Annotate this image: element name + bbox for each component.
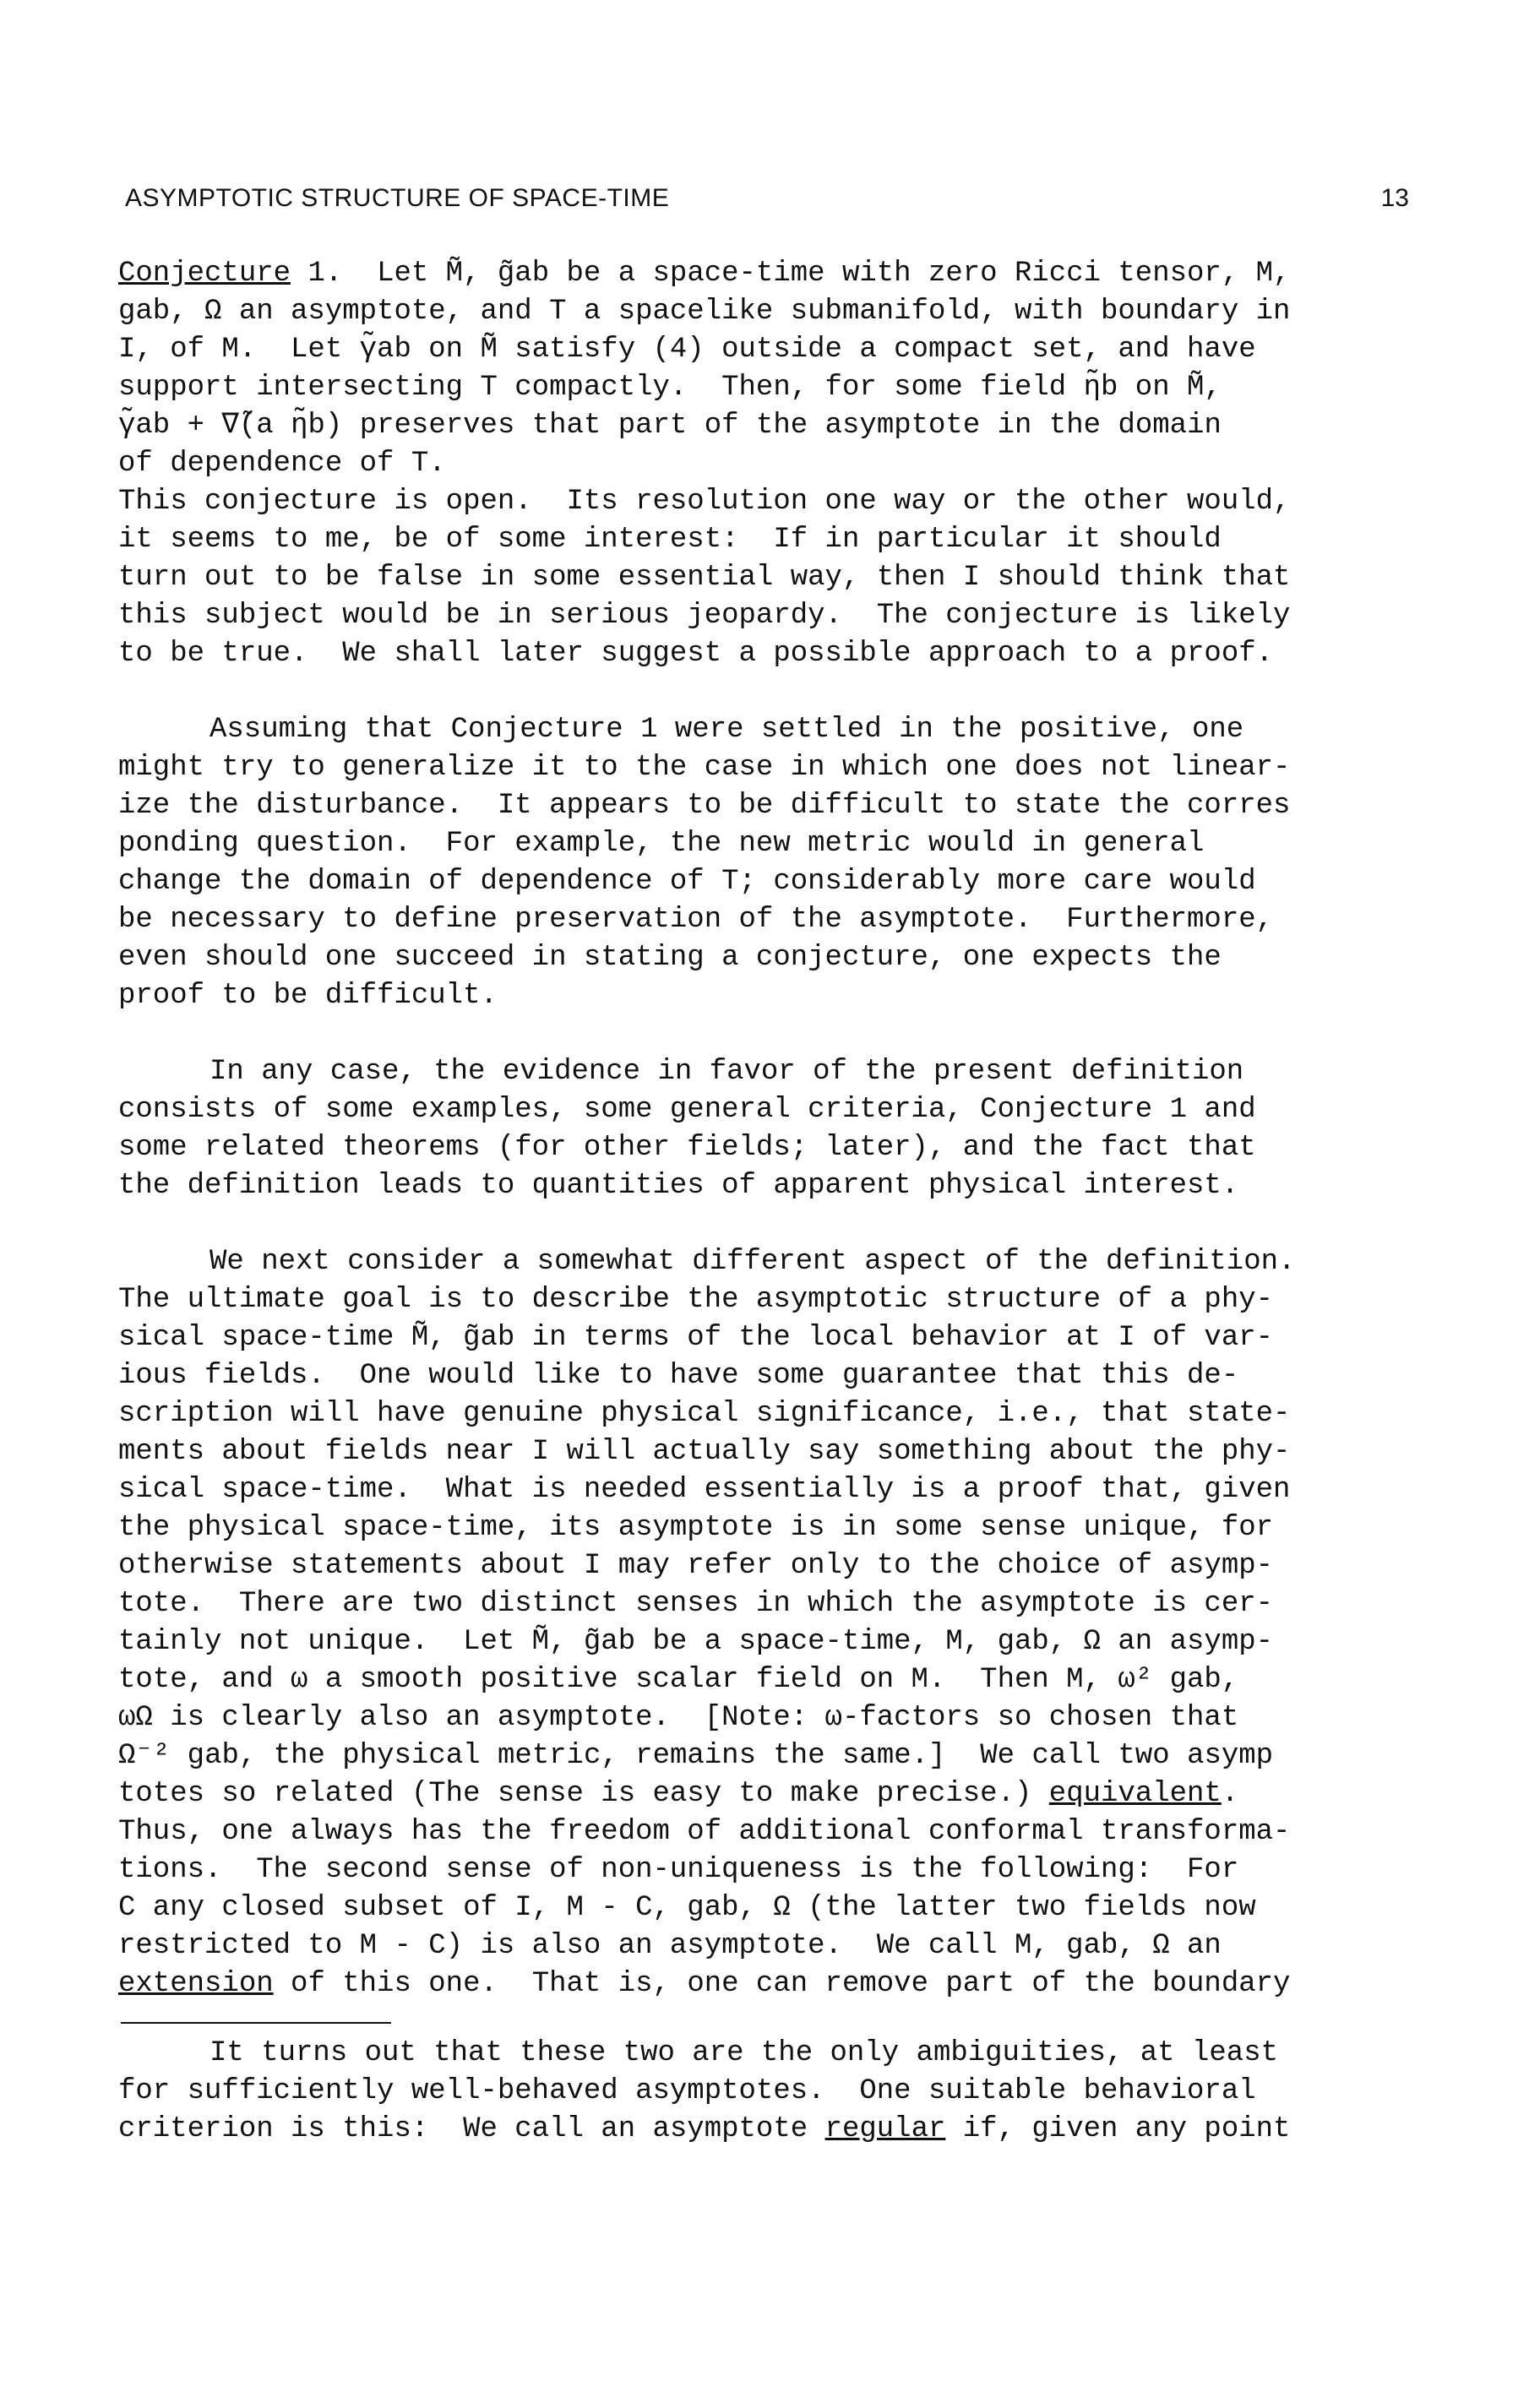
- paragraph-line: for sufficiently well-behaved asymptotes. One suitable behavioral: [118, 2075, 1256, 2107]
- paragraph-line: the physical space-time, its asymptote is in some sense unique, for: [118, 1512, 1274, 1544]
- paragraph-line: Thus, one always has the freedom of additional conformal transforma-: [118, 1816, 1291, 1848]
- paragraph-line: tote, and ω a smooth positive scalar field on M. Then M, ω² gab,: [118, 1664, 1239, 1696]
- paragraph-line: consists of some examples, some general criteria, Conjecture 1 and: [118, 1094, 1256, 1126]
- equivalent-term: equivalent: [1048, 1778, 1222, 1810]
- page-number: 13: [1380, 184, 1409, 212]
- paragraph-line: tainly not unique. Let M̃, g̃ab be a space-time, M, gab, Ω an asymp-: [118, 1626, 1274, 1658]
- running-head: ASYMPTOTIC STRUCTURE OF SPACE-TIME: [125, 184, 670, 212]
- paragraph-line: ize the disturbance. It appears to be difficult to state the corres: [118, 790, 1291, 822]
- paragraph-line: extension of this one. That is, one can remove part of the boundary: [118, 1968, 1291, 2000]
- paragraph-line: tions. The second sense of non-uniqueness is the following: For: [118, 1854, 1239, 1886]
- paragraph-line: C any closed subset of I, M - C, gab, Ω (the latter two fields now: [118, 1892, 1256, 1924]
- paragraph-line: The ultimate goal is to describe the asymptotic structure of a phy-: [118, 1284, 1274, 1316]
- conjecture-line: support intersecting T compactly. Then, for some field η̃b on M̃,: [118, 372, 1222, 404]
- paragraph-line: tote. There are two distinct senses in which the asymptote is cer-: [118, 1588, 1274, 1620]
- paragraph-line: this subject would be in serious jeopardy. The conjecture is likely: [118, 600, 1291, 632]
- regular-term: regular: [824, 2113, 946, 2145]
- paragraph-line: We next consider a somewhat different aspect of the definition.: [209, 1246, 1296, 1278]
- conjecture-line: gab, Ω an asymptote, and T a spacelike submanifold, with boundary in: [118, 296, 1291, 328]
- conjecture-line: γ̃ab + ∇̃(a η̃b) preserves that part of the asymptote in the domain: [118, 410, 1222, 442]
- paragraph-line: turn out to be false in some essential way, then I should think that: [118, 562, 1291, 594]
- paragraph-line: ious fields. One would like to have some guarantee that this de-: [118, 1360, 1239, 1392]
- paragraph-line: sical space-time. What is needed essentially is a proof that, given: [118, 1474, 1291, 1506]
- paragraph-line: totes so related (The sense is easy to make precise.) equivalent.: [118, 1778, 1239, 1810]
- paragraph-line: scription will have genuine physical significance, i.e., that state-: [118, 1398, 1291, 1430]
- paragraph-line: the definition leads to quantities of apparent physical interest.: [118, 1170, 1239, 1202]
- paragraph-line: to be true. We shall later suggest a possible approach to a proof.: [118, 638, 1274, 670]
- paragraph-line: change the domain of dependence of T; considerably more care would: [118, 866, 1256, 898]
- conjecture-line: of dependence of T.: [118, 448, 446, 480]
- paragraph-line: In any case, the evidence in favor of the present definition: [209, 1056, 1244, 1088]
- paragraph-line: proof to be difficult.: [118, 980, 498, 1012]
- paragraph-line: ωΩ is clearly also an asymptote. [Note: ω-factors so chosen that: [118, 1702, 1239, 1734]
- paragraph-line: Assuming that Conjecture 1 were settled in the positive, one: [209, 714, 1244, 746]
- paragraph-line: sical space-time M̃, g̃ab in terms of the local behavior at I of var-: [118, 1322, 1274, 1354]
- paragraph-line: be necessary to define preservation of the asymptote. Furthermore,: [118, 904, 1274, 936]
- page-bottom-text: [118, 2035, 1419, 2149]
- extension-term: extension: [118, 1968, 274, 2000]
- paragraph-line: otherwise statements about I may refer only to the choice of asymp-: [118, 1550, 1274, 1582]
- paragraph-line: This conjecture is open. Its resolution one way or the other would,: [118, 486, 1291, 518]
- paragraph-line: might try to generalize it to the case in which one does not linear-: [118, 752, 1291, 784]
- paragraph-line: it seems to me, be of some interest: If in particular it should: [118, 524, 1222, 556]
- paragraph-line: Ω⁻² gab, the physical metric, remains the same.] We call two asymp: [118, 1740, 1274, 1772]
- conjecture-line: I, of M. Let γ̃ab on M̃ satisfy (4) outside a compact set, and have: [118, 334, 1256, 366]
- conjecture-label: Conjecture: [118, 258, 291, 290]
- page-body: [118, 255, 1419, 2003]
- page-header: [125, 184, 1409, 218]
- paragraph-line: It turns out that these two are the only ambiguities, at least: [209, 2037, 1279, 2069]
- paragraph-line: ments about fields near I will actually say something about the phy-: [118, 1436, 1291, 1468]
- paragraph-line: criterion is this: We call an asymptote regular if, given any point: [118, 2113, 1291, 2145]
- paragraph-line: some related theorems (for other fields; later), and the fact that: [118, 1132, 1256, 1164]
- paragraph-line: restricted to M - C) is also an asymptote. We call M, gab, Ω an: [118, 1930, 1222, 1962]
- conjecture-line: Conjecture 1. Let M̃, g̃ab be a space-time with zero Ricci tensor, M,: [118, 258, 1291, 290]
- paragraph-line: even should one succeed in stating a conjecture, one expects the: [118, 942, 1222, 974]
- paragraph-line: ponding question. For example, the new metric would in general: [118, 828, 1205, 860]
- footnote-rule: [121, 2022, 391, 2024]
